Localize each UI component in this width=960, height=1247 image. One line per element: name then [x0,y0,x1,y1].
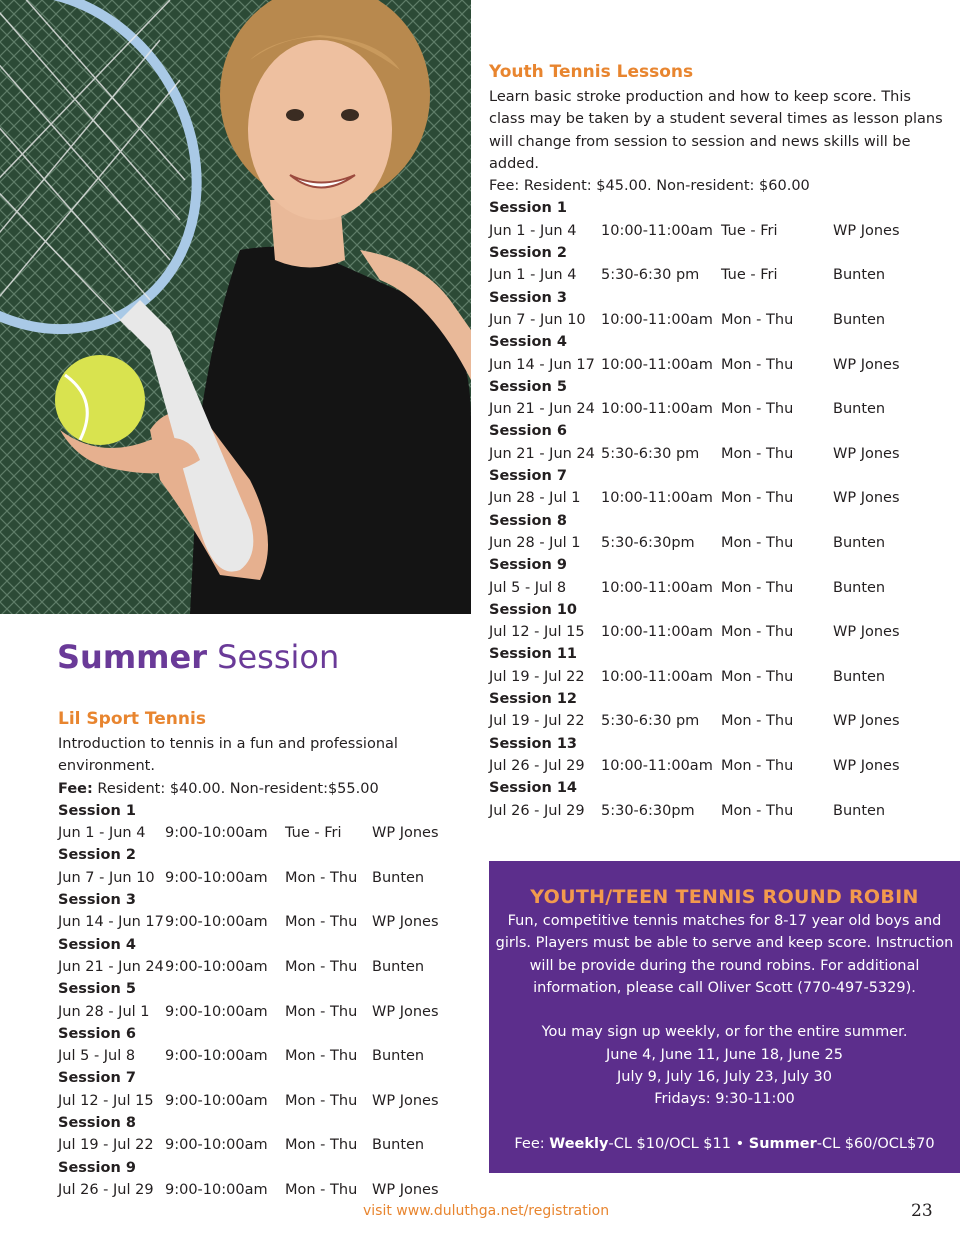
session-row [58,956,468,978]
session-time: 10:00-11:00am [601,490,713,507]
session-dates: Jun 7 - Jun 10 [489,311,586,328]
youth-lessons-description [489,86,949,175]
session-label: Session 10 [489,601,578,618]
session-dates: Jul 26 - Jul 29 [58,1181,154,1198]
session-instructor: WP Jones [372,825,439,842]
session-row [489,621,949,643]
session-days: Mon - Thu [721,401,794,418]
session-days: Mon - Thu [285,914,358,931]
session-label: Session 8 [58,1115,136,1132]
session-label: Session 9 [489,557,567,574]
session-days: Tue - Fri [285,825,342,842]
session-label: Session 11 [489,646,578,663]
session-days: Mon - Thu [285,958,358,975]
session-time: 10:00-11:00am [601,624,713,641]
session-row [489,487,949,509]
round-robin-summer-text: -CL $60/OCL$70 [816,1135,935,1152]
session-dates: Jul 26 - Jul 29 [489,757,585,774]
session-time: 9:00-10:00am [165,1092,268,1109]
youth-description-line: will change from session to session and news skills will be [489,133,911,150]
session-dates: Jun 1 - Jun 4 [489,267,577,284]
session-instructor: Bunten [372,1048,425,1065]
session-row [489,398,949,420]
session-label: Session 1 [58,802,136,819]
session-instructor: WP Jones [833,222,900,239]
session-label: Session 13 [489,735,578,752]
youth-description-line: class may be taken by a student several times as lesson plans [489,111,943,128]
session-instructor: Bunten [833,311,886,328]
round-robin-line: information, please call Oliver Scott (770-497-5329). [533,979,916,996]
session-label: Session 6 [489,423,567,440]
session-days: Mon - Thu [721,534,794,551]
session-days: Mon - Thu [721,802,794,819]
session-time: 5:30-6:30 pm [601,445,700,462]
session-instructor: Bunten [833,401,886,418]
youth-lessons-title: Youth Tennis Lessons [489,62,694,82]
session-time: 9:00-10:00am [165,869,268,886]
session-dates: Jun 28 - Jul 1 [489,490,581,507]
session-days: Mon - Thu [721,490,794,507]
session-row [489,443,949,465]
summer-title-bold: Summer [57,638,207,676]
round-robin-line: girls. Players must be able to serve and keep score. Instruction [495,935,954,952]
session-time: 5:30-6:30 pm [601,267,700,284]
lil-sport-sessions [58,800,468,1201]
session-time: 9:00-10:00am [165,914,268,931]
session-dates: Jun 14 - Jun 17 [58,914,164,931]
session-instructor: Bunten [833,668,886,685]
session-time: 10:00-11:00am [601,757,713,774]
session-days: Mon - Thu [285,1137,358,1154]
session-time: 10:00-11:00am [601,356,713,373]
session-row [58,867,468,889]
registration-link[interactable]: visit www.duluthga.net/registration [363,1203,610,1219]
youth-lessons-sessions [489,197,949,821]
round-robin-line: July 9, July 16, July 23, July 30 [617,1069,832,1086]
session-label: Session 6 [58,1025,136,1042]
session-label: Session 2 [489,245,567,262]
session-days: Mon - Thu [721,757,794,774]
session-label: Session 3 [58,892,136,909]
session-days: Tue - Fri [721,222,778,239]
summer-title-light: Session [207,638,340,676]
session-time: 10:00-11:00am [601,579,713,596]
lil-sport-section [58,709,468,1201]
youth-lessons-fee: Fee: Resident: $45.00. Non-resident: $60.00 [489,178,810,195]
lil-sport-fee [58,778,468,800]
session-dates: Jul 19 - Jul 22 [58,1137,154,1154]
session-instructor: Bunten [372,1137,425,1154]
session-label: Session 2 [58,847,136,864]
session-label: Session 3 [489,289,567,306]
session-time: 5:30-6:30pm [601,534,695,551]
session-time: 9:00-10:00am [165,1137,268,1154]
session-label: Session 14 [489,780,578,797]
session-dates: Jun 28 - Jul 1 [58,1003,150,1020]
session-time: 9:00-10:00am [165,1048,268,1065]
session-instructor: Bunten [372,869,425,886]
session-row [489,755,949,777]
session-row [489,354,949,376]
youth-description-line: Learn basic stroke production and how to keep score. This [489,89,911,105]
session-row [489,220,949,242]
session-time: 9:00-10:00am [165,1181,268,1198]
session-dates: Jun 21 - Jun 24 [489,445,595,462]
session-row [58,1179,468,1201]
round-robin-lines [489,910,960,1111]
session-instructor: WP Jones [833,757,900,774]
session-instructor: WP Jones [833,713,900,730]
youth-description-line: added. [489,155,540,172]
round-robin-line: Fun, competitive tennis matches for 8-17 year old boys and [507,913,942,929]
session-time: 9:00-10:00am [165,958,268,975]
session-instructor: Bunten [833,802,886,819]
session-row [58,1134,468,1156]
session-instructor: Bunten [372,958,425,975]
session-time: 5:30-6:30 pm [601,713,700,730]
session-dates: Jul 19 - Jul 22 [489,668,585,685]
session-dates: Jun 1 - Jun 4 [489,222,577,239]
session-label: Session 1 [489,200,567,217]
session-dates: Jun 7 - Jun 10 [58,869,155,886]
session-dates: Jun 21 - Jun 24 [489,401,595,418]
round-robin-weekly-label: Weekly [549,1135,609,1152]
session-instructor: WP Jones [372,1003,439,1020]
session-dates: Jul 5 - Jul 8 [489,579,567,596]
session-row [58,911,468,933]
round-robin-line: June 4, June 11, June 18, June 25 [606,1046,843,1063]
session-row [489,577,949,599]
page-number: 23 [911,1201,933,1221]
session-days: Mon - Thu [721,445,794,462]
session-days: Mon - Thu [721,668,794,685]
session-row [58,1090,468,1112]
session-instructor: Bunten [833,267,886,284]
session-days: Mon - Thu [285,869,358,886]
session-instructor: Bunten [833,534,886,551]
session-days: Tue - Fri [721,267,778,284]
session-time: 10:00-11:00am [601,311,713,328]
session-label: Session 5 [489,378,567,395]
lil-sport-fee-text: Resident: $40.00. Non-resident:$55.00 [92,780,379,797]
session-dates: Jul 12 - Jul 15 [489,624,585,641]
round-robin-title: YOUTH/TEEN TENNIS ROUND ROBIN [530,886,919,908]
session-label: Session 5 [58,981,136,998]
session-label: Session 7 [58,1070,136,1087]
session-label: Session 4 [489,334,567,351]
session-days: Mon - Thu [721,579,794,596]
session-label: Session 7 [489,468,567,485]
lil-sport-fee-label: Fee: [58,780,93,797]
round-robin-summer-label: Summer [748,1135,817,1152]
round-robin-line: You may sign up weekly, or for the entire summer. [541,1024,908,1041]
session-dates: Jul 19 - Jul 22 [489,713,585,730]
session-days: Mon - Thu [285,1181,358,1198]
session-days: Mon - Thu [721,356,794,373]
session-instructor: WP Jones [372,1181,439,1198]
session-instructor: WP Jones [833,356,900,373]
round-robin-fee-prefix: Fee: [514,1135,550,1152]
session-row [58,1045,468,1067]
session-dates: Jun 1 - Jun 4 [58,825,146,842]
session-instructor: WP Jones [833,445,900,462]
summer-session-title [57,638,339,676]
session-row [58,822,468,844]
session-days: Mon - Thu [721,713,794,730]
session-row [489,666,949,688]
session-row [489,264,949,286]
lil-sport-description: Introduction to tennis in a fun and professional environment. [58,736,398,775]
session-instructor: WP Jones [833,490,900,507]
session-instructor: Bunten [833,579,886,596]
round-robin-weekly-text: -CL $10/OCL $11 • [608,1135,749,1152]
session-label: Session 12 [489,691,578,708]
session-dates: Jul 26 - Jul 29 [489,802,585,819]
round-robin-line: Fridays: 9:30-11:00 [654,1091,795,1108]
youth-lessons-section [489,62,949,822]
session-days: Mon - Thu [285,1092,358,1109]
session-dates: Jul 12 - Jul 15 [58,1092,154,1109]
session-days: Mon - Thu [285,1003,358,1020]
session-label: Session 4 [58,936,136,953]
session-row [489,309,949,331]
session-time: 9:00-10:00am [165,825,268,842]
session-row [58,1001,468,1023]
session-dates: Jun 28 - Jul 1 [489,534,581,551]
session-days: Mon - Thu [721,624,794,641]
session-dates: Jul 5 - Jul 8 [58,1048,136,1065]
session-time: 5:30-6:30pm [601,802,695,819]
session-days: Mon - Thu [721,311,794,328]
round-robin-line [489,999,960,1021]
round-robin-fee [489,1133,960,1155]
lil-sport-title: Lil Sport Tennis [58,709,206,729]
session-time: 10:00-11:00am [601,668,713,685]
session-label: Session 9 [58,1159,136,1176]
session-instructor: WP Jones [372,1092,439,1109]
round-robin-line: will be provide during the round robins. For additional [529,957,920,974]
session-days: Mon - Thu [285,1048,358,1065]
session-time: 10:00-11:00am [601,222,713,239]
session-instructor: WP Jones [372,914,439,931]
session-dates: Jun 21 - Jun 24 [58,958,164,975]
session-row [489,710,949,732]
session-time: 9:00-10:00am [165,1003,268,1020]
session-instructor: WP Jones [833,624,900,641]
session-label: Session 8 [489,512,567,529]
tennis-photo [0,0,471,614]
session-row [489,532,949,554]
round-robin-box [489,861,960,1173]
session-dates: Jun 14 - Jun 17 [489,356,595,373]
session-row [489,800,949,822]
session-time: 10:00-11:00am [601,401,713,418]
